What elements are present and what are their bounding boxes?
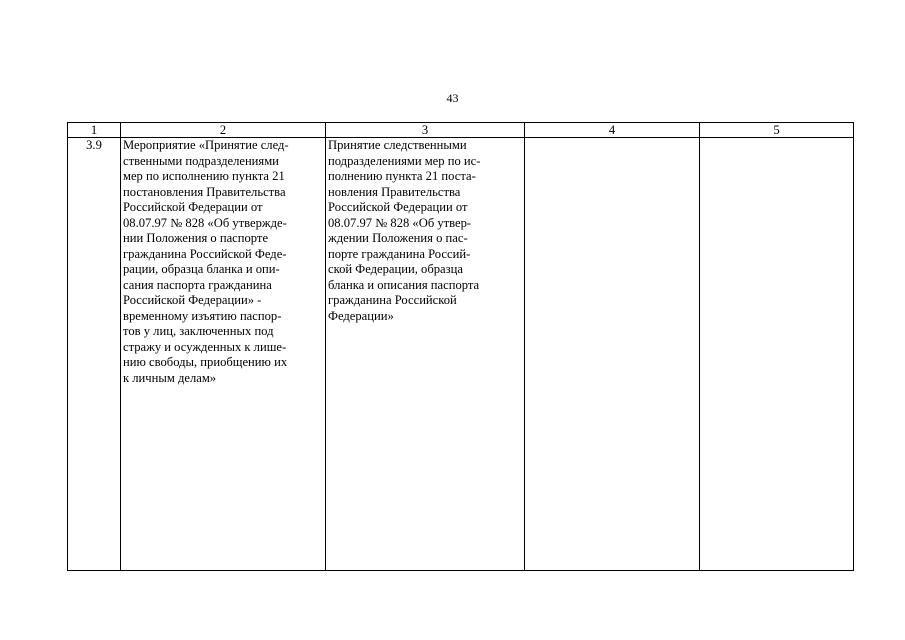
text-line: к личным делам»: [123, 370, 217, 385]
text-line: сания паспорта гражданина: [123, 277, 272, 292]
column-header-2: 2: [121, 123, 326, 138]
text-line: гражданина Российской Феде-: [123, 246, 287, 261]
text-line: тов у лиц, заключенных под: [123, 324, 274, 338]
text-line: мер по исполнению пункта 21: [123, 169, 285, 183]
text-line: Мероприятие «Принятие след-: [123, 138, 289, 152]
text-line: Российской Федерации от: [123, 200, 263, 214]
text-line: Российской Федерации от: [328, 200, 468, 214]
text-line: нию свободы, приобщению их: [123, 355, 288, 369]
text-line: Российской Федерации» -: [123, 293, 262, 307]
measure-action-cell: [326, 138, 525, 571]
text-line: бланка и описания паспорта: [328, 277, 480, 292]
text-line: 08.07.97 № 828 «Об утвержде-: [123, 215, 287, 230]
text-line: новления Правительства: [328, 184, 461, 199]
text-line: гражданина Российской: [328, 293, 457, 307]
text-line: подразделениями мер по ис-: [328, 153, 481, 168]
table-row: [68, 138, 854, 571]
text-line: постановления Правительства: [123, 184, 286, 199]
text-line: рации, образца бланка и опи-: [123, 262, 280, 276]
column-header-3: 3: [326, 123, 525, 138]
column-header-4: 4: [525, 123, 700, 138]
text-line: Федерации»: [328, 308, 394, 323]
table-header-row: [68, 123, 854, 138]
text-line: 08.07.97 № 828 «Об утвер-: [328, 215, 472, 230]
text-line: ственными подразделениями: [123, 153, 279, 168]
row-number-cell: 3.9: [68, 138, 121, 571]
text-line: стражу и осужденных к лише-: [123, 339, 287, 354]
text-line: временному изъятию паспор-: [123, 308, 282, 323]
empty-cell-col4: [525, 138, 700, 571]
text-line: ждении Положения о пас-: [328, 231, 468, 245]
text-line: порте гражданина Россий-: [328, 246, 471, 261]
measure-description-cell: [121, 138, 326, 571]
text-line: нии Положения о паспорте: [123, 231, 269, 245]
page-number: 43: [446, 91, 459, 105]
column-header-5: 5: [700, 123, 854, 138]
text-line: ской Федерации, образца: [328, 262, 463, 276]
empty-cell-col5: [700, 138, 854, 571]
column-header-1: 1: [68, 123, 121, 138]
text-line: Принятие следственными: [328, 138, 467, 152]
document-table: [67, 122, 854, 571]
text-line: полнению пункта 21 поста-: [328, 169, 476, 183]
